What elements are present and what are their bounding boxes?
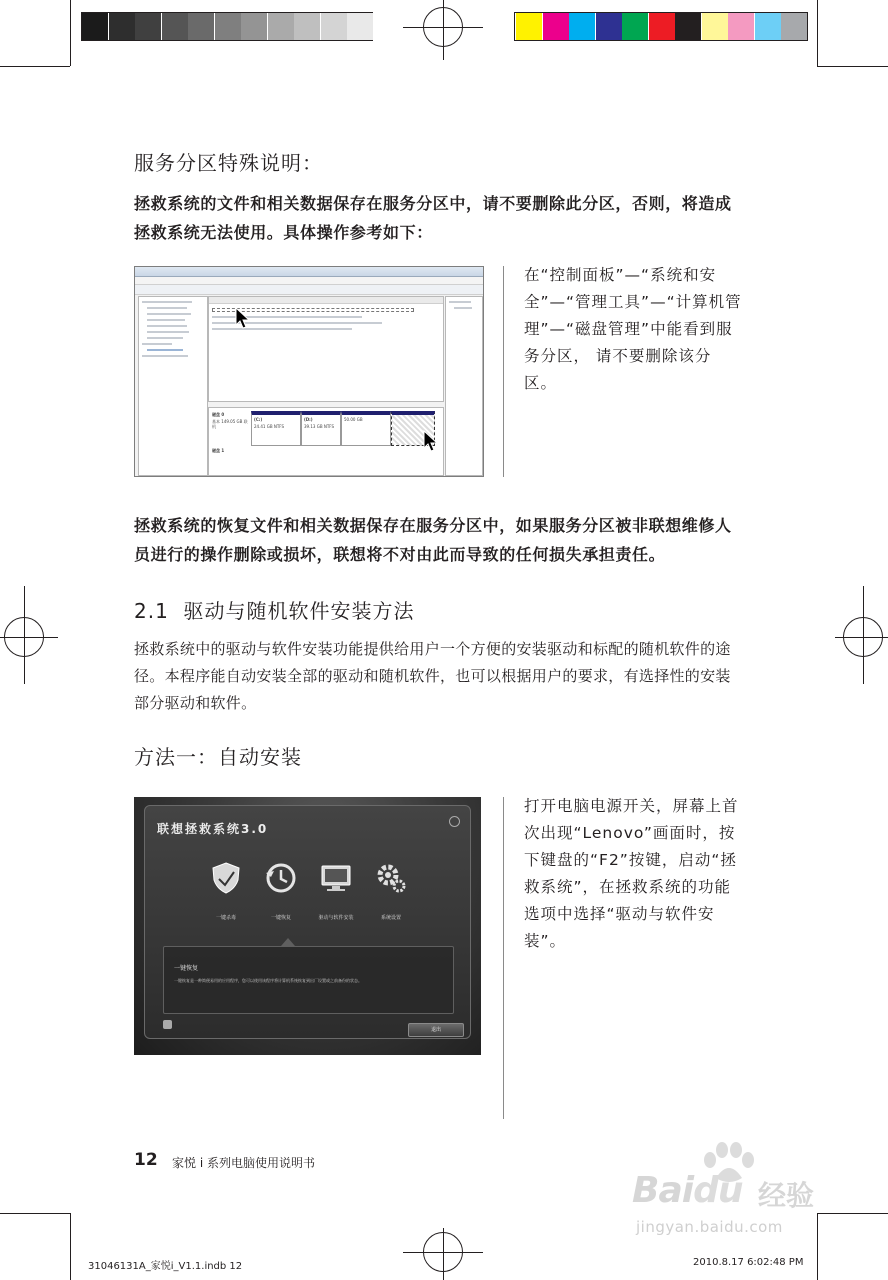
volume-list	[208, 296, 444, 402]
option-system-settings[interactable]: 系统设置	[380, 915, 401, 921]
color-swatch	[268, 13, 294, 40]
auto-install-note: 打开电脑电源开关，屏幕上首次出现“Lenovo”画面时，按下键盘的“F2”按键，启动“拯救系统”，在拯救系统的功能选项中选择“驱动与软件安装”。	[524, 797, 739, 950]
baidu-jingyan-watermark: Baidu 经验 jingyan.baidu.com	[632, 1142, 842, 1242]
color-swatch	[321, 13, 347, 40]
color-swatch	[215, 13, 241, 40]
section-number: 2.1	[134, 599, 169, 623]
color-swatch	[728, 13, 754, 40]
monitor-install-icon	[319, 861, 353, 895]
color-swatch	[162, 13, 188, 40]
column-divider	[503, 266, 504, 477]
book-title: 家悦 i 系列电脑使用说明书	[172, 1156, 315, 1170]
disk-management-note: 在“控制面板”—“系统和安全”—“管理工具”—“计算机管理”—“磁盘管理”中能看到服务分区， 请不要删除该分区。	[524, 266, 742, 392]
color-swatch	[781, 13, 807, 40]
rescue-system-screenshot	[134, 797, 481, 1055]
color-swatch	[347, 13, 373, 40]
option-info-box: 一键恢复 一键恢复是一种简便易用的应用程序，您可以使用该程序将计算机系统恢复到出厂设置或之前备份的状态。	[163, 946, 454, 1014]
section-2-1-heading	[134, 595, 415, 624]
help-icon[interactable]	[163, 1020, 172, 1029]
restore-clock-icon	[264, 861, 298, 895]
file-info: 31046131A_家悦i_V1.1.indb 12	[88, 1261, 243, 1272]
color-swatch	[241, 13, 267, 40]
color-swatch	[649, 13, 675, 40]
color-swatch	[135, 13, 161, 40]
section-title: 驱动与随机软件安装方法	[183, 599, 415, 623]
print-timestamp: 2010.8.17 6:02:48 PM	[693, 1257, 804, 1268]
color-swatch	[622, 13, 648, 40]
color-swatch	[543, 13, 569, 40]
color-swatch	[188, 13, 214, 40]
color-swatch	[596, 13, 622, 40]
color-swatch	[516, 13, 542, 40]
color-swatch	[294, 13, 320, 40]
disk-management-screenshot	[134, 266, 484, 477]
color-swatch	[109, 13, 135, 40]
option-antivirus[interactable]: 一键杀毒	[215, 915, 236, 921]
liability-warning: 拯救系统的恢复文件和相关数据保存在服务分区中，如果服务分区被非联想维修人员进行的操作删除或损坏，联想将不对由此而导致的任何损失承担责任。	[134, 516, 732, 564]
disk-graph: 磁盘 0 基本 149.05 GB 联机 (C:) 24.41 GB NTFS (D:) 39.13 GB NTFS 50.00 GB 磁盘 1	[208, 407, 444, 476]
color-swatch	[675, 13, 701, 40]
shield-icon	[209, 861, 243, 895]
method-heading: 方法一：自动安装	[134, 745, 302, 769]
color-swatch	[702, 13, 728, 40]
section-intro: 拯救系统的文件和相关数据保存在服务分区中，请不要删除此分区，否则，将造成拯救系统无法使用。具体操作参考如下：	[134, 194, 732, 242]
cursor-arrow-icon	[423, 430, 439, 452]
settings-gear-icon	[374, 861, 408, 895]
section-2-1-body: 拯救系统中的驱动与软件安装功能提供给用户一个方便的安装驱动和标配的随机软件的途径。本程序能自动安装全部的驱动和随机软件，也可以根据用户的要求，有选择性的安装部分驱动和软件。	[134, 640, 731, 712]
console-tree	[138, 296, 208, 476]
option-restore[interactable]: 一键恢复	[270, 915, 291, 921]
rescue-title: 联想拯救系统3.0	[157, 822, 269, 836]
page-number: 12	[134, 1150, 158, 1170]
cursor-arrow-icon	[235, 307, 251, 329]
section-heading: 服务分区特殊说明：	[134, 151, 323, 175]
column-divider	[503, 797, 504, 1119]
exit-button[interactable]: 退出	[408, 1023, 464, 1037]
selection-pointer	[281, 938, 295, 946]
color-swatch	[569, 13, 595, 40]
color-swatch	[755, 13, 781, 40]
color-swatch	[82, 13, 108, 40]
option-driver-install[interactable]: 驱动与软件安装	[318, 915, 354, 921]
actions-pane	[445, 296, 483, 476]
